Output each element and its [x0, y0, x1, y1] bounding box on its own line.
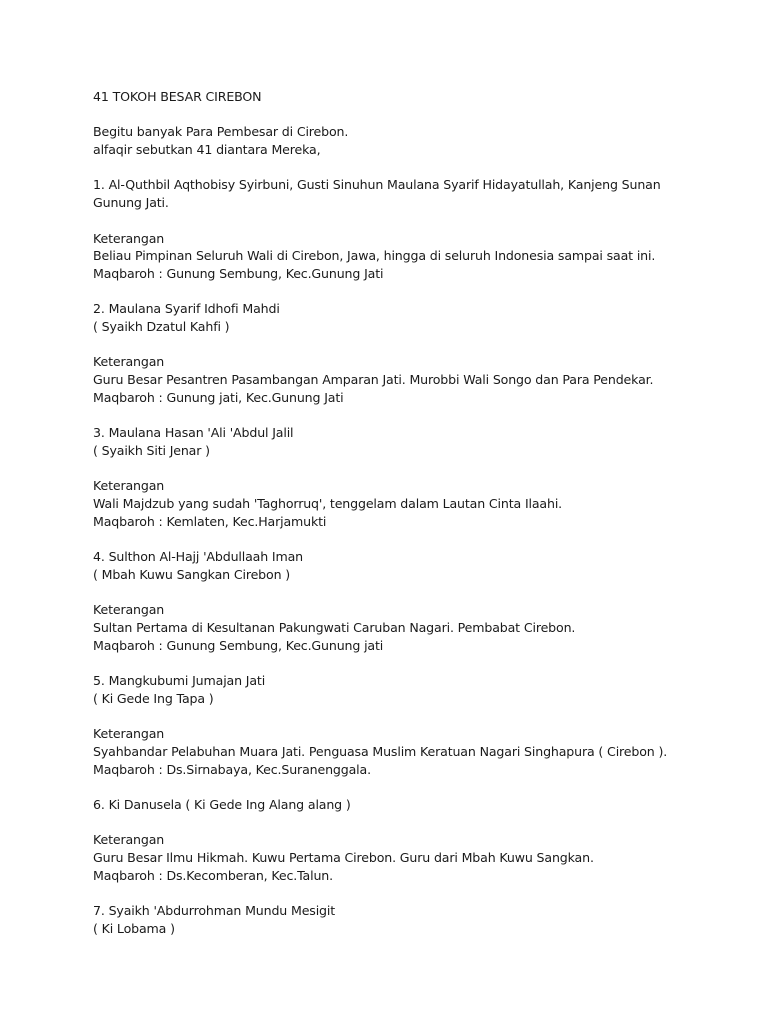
spacer [93, 336, 688, 354]
spacer [93, 814, 688, 832]
spacer [93, 212, 688, 230]
entry-4-description: Sultan Pertama di Kesultanan Pakungwati Caruban Nagari. Pembabat Cirebon. [93, 619, 576, 635]
spacer [93, 884, 688, 902]
entry-5-description: Syahbandar Pelabuhan Muara Jati. Penguasa Muslim Keratuan Nagari Singhapura ( Cirebon ). [93, 743, 668, 759]
entry-3-maqbaroh: Maqbaroh : Kemlaten, Kec.Harjamukti [93, 513, 327, 529]
entry-2-maqbaroh: Maqbaroh : Gunung jati, Kec.Gunung Jati [93, 389, 344, 405]
entry-4-maqbaroh: Maqbaroh : Gunung Sembung, Kec.Gunung jati [93, 637, 384, 653]
entry-3-description: Wali Majdzub yang sudah 'Taghorruq', tenggelam dalam Lautan Cinta Ilaahi. [93, 496, 563, 512]
entry-4-title: 4. Sulthon Al-Hajj 'Abdullaah Iman [93, 549, 303, 565]
spacer [93, 654, 688, 672]
spacer [93, 584, 688, 602]
entry-7-title: 7. Syaikh 'Abdurrohman Mundu Mesigit [93, 903, 336, 919]
entry-1-label: Keterangan [93, 230, 165, 246]
entry-1-title: 1. Al-Quthbil Aqthobisy Syirbuni, Gusti Sinuhun Maulana Syarif Hidayatullah, Kanjeng Sunan Gunung Jati. [93, 177, 661, 211]
entry-6-description: Guru Besar Ilmu Hikmah. Kuwu Pertama Cirebon. Guru dari Mbah Kuwu Sangkan. [93, 850, 594, 866]
entry-5-label: Keterangan [93, 726, 165, 742]
spacer [93, 530, 688, 548]
entry-1-maqbaroh: Maqbaroh : Gunung Sembung, Kec.Gunung Jati [93, 265, 384, 281]
entry-2-title: 2. Maulana Syarif Idhofi Mahdi [93, 301, 280, 317]
entry-3-title: 3. Maulana Hasan 'Ali 'Abdul Jalil [93, 425, 294, 441]
entry-6-label: Keterangan [93, 832, 165, 848]
entry-7-alias: ( Ki Lobama ) [93, 920, 175, 936]
entry-1-description: Beliau Pimpinan Seluruh Wali di Cirebon, Jawa, hingga di seluruh Indonesia sampai saat ini. [93, 248, 656, 264]
intro-line-2: alfaqir sebutkan 41 diantara Mereka, [93, 142, 321, 158]
intro-line-1: Begitu banyak Para Pembesar di Cirebon. [93, 124, 349, 140]
entry-5-title: 5. Mangkubumi Jumajan Jati [93, 673, 266, 689]
entry-4-label: Keterangan [93, 602, 165, 618]
spacer [93, 159, 688, 177]
entry-5-alias: ( Ki Gede Ing Tapa ) [93, 690, 214, 706]
spacer [93, 283, 688, 301]
document-title: 41 TOKOH BESAR CIREBON [93, 89, 262, 104]
spacer [93, 707, 688, 725]
entry-6-title: 6. Ki Danusela ( Ki Gede Ing Alang alang ) [93, 796, 351, 812]
entry-2-label: Keterangan [93, 354, 165, 370]
spacer [93, 106, 688, 124]
spacer [93, 460, 688, 478]
entry-3-alias: ( Syaikh Siti Jenar ) [93, 442, 210, 458]
spacer [93, 407, 688, 425]
entry-2-alias: ( Syaikh Dzatul Kahfi ) [93, 319, 230, 335]
entry-2-description: Guru Besar Pesantren Pasambangan Amparan Jati. Murobbi Wali Songo dan Para Pendekar. [93, 372, 654, 388]
entry-5-maqbaroh: Maqbaroh : Ds.Sirnabaya, Kec.Suranenggala. [93, 761, 371, 777]
entry-4-alias: ( Mbah Kuwu Sangkan Cirebon ) [93, 566, 291, 582]
entry-3-label: Keterangan [93, 478, 165, 494]
entry-6-maqbaroh: Maqbaroh : Ds.Kecomberan, Kec.Talun. [93, 867, 333, 883]
spacer [93, 778, 688, 796]
